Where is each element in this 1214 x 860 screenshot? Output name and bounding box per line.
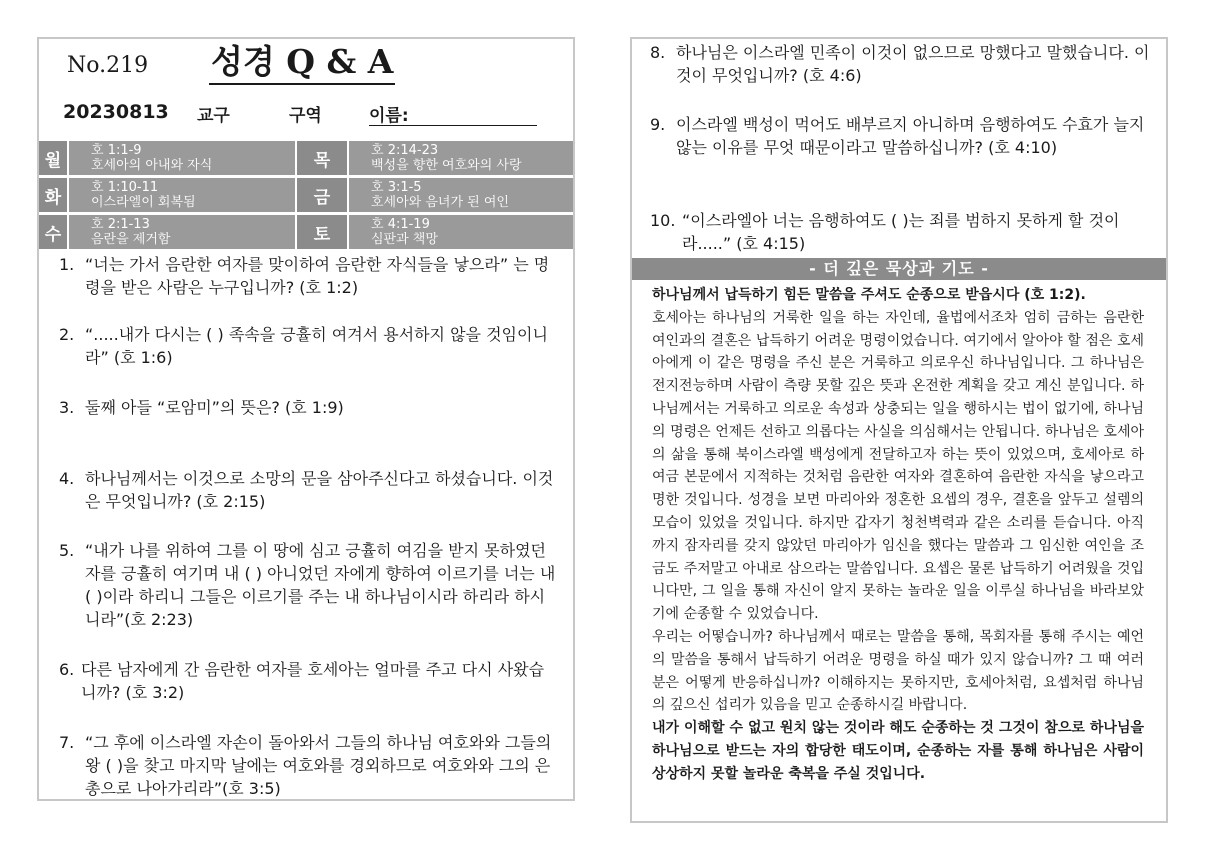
right-panel xyxy=(630,37,1168,823)
district-label: 구역 xyxy=(289,106,322,126)
question-number: 5. xyxy=(59,541,75,560)
question-number: 8. xyxy=(650,43,666,62)
question-8 xyxy=(650,41,1150,87)
schedule-cell xyxy=(69,215,295,249)
day-label: 토 xyxy=(297,215,347,249)
scripture-ref: 호 2:14-23 xyxy=(371,143,439,158)
question-text: “너는 가서 음란한 여자를 맞이하여 음란한 자식들을 낳으라” 는 명령을 받은 사람은 누구입니까? (호 1:2) xyxy=(85,255,550,297)
schedule-cell xyxy=(349,178,573,212)
question-10 xyxy=(650,209,1150,255)
question-text: 다른 남자에게 간 음란한 여자를 호세아는 얼마를 주고 다시 사왔습니까? (호 3:2) xyxy=(81,660,545,702)
meditation-heading: 하나님께서 납득하기 힘든 말씀을 주셔도 순종으로 받읍시다 (호 1:2). xyxy=(652,287,1086,303)
question-text: 하나님께서는 이것으로 소망의 문을 삼아주신다고 하셨습니다. 이것은 무엇입니까? (호 2:15) xyxy=(85,469,554,511)
question-number: 10. xyxy=(650,211,676,230)
reading-topic: 호세아의 아내와 자식 xyxy=(91,158,213,173)
issue-number: No.219 xyxy=(67,53,149,78)
name-blank-line xyxy=(369,125,537,126)
question-number: 6. xyxy=(59,660,75,679)
scripture-ref: 호 3:1-5 xyxy=(371,180,422,195)
reading-topic: 음란을 제거함 xyxy=(91,232,171,247)
page-title: 성경 Q & A xyxy=(209,41,395,85)
reading-topic: 호세아와 음녀가 된 여인 xyxy=(371,195,509,210)
question-number: 4. xyxy=(59,469,75,488)
question-text: “이스라엘아 너는 음행하여도 ( )는 죄를 범하지 못하게 할 것이라.....” (호 4:15) xyxy=(682,211,1120,253)
question-6 xyxy=(59,658,559,704)
question-1 xyxy=(59,253,559,299)
question-number: 3. xyxy=(59,398,75,417)
schedule-cell xyxy=(349,215,573,249)
schedule-cell xyxy=(69,178,295,212)
reading-topic: 백성을 향한 여호와의 사랑 xyxy=(371,158,522,173)
schedule-row xyxy=(39,141,573,175)
question-text: “.....내가 다시는 ( ) 족속을 긍휼히 여겨서 용서하지 않을 것임이니라” (호 1:6) xyxy=(85,325,548,367)
day-label: 화 xyxy=(39,178,67,212)
schedule-cell xyxy=(69,141,295,175)
scripture-ref: 호 1:1-9 xyxy=(91,143,142,158)
question-number: 1. xyxy=(59,255,75,274)
question-4 xyxy=(59,467,559,513)
scripture-ref: 호 1:10-11 xyxy=(91,180,159,195)
question-9 xyxy=(650,113,1150,159)
parish-label: 교구 xyxy=(197,106,230,126)
question-2 xyxy=(59,323,559,369)
left-panel xyxy=(37,37,575,801)
question-text: 이스라엘 백성이 먹어도 배부르지 아니하며 음행하여도 수효가 늘지 않는 이유를 무엇 때문이라고 말씀하십니까? (호 4:10) xyxy=(676,115,1145,157)
question-3 xyxy=(59,396,559,419)
day-label: 목 xyxy=(297,141,347,175)
question-5 xyxy=(59,539,559,631)
meditation-paragraph: 우리는 어떻습니까? 하나님께서 때로는 말씀을 통해, 목회자를 통해 주시는 예언의 말씀을 통해서 납득하기 어려운 명령을 하실 때가 있지 않습니까? 그 때 여러분은 어떻게 반응하십니까? 이해하지는 못하지만, 호세아처럼, 요셉처럼 하나님의 깊으신 섭리가 있음을 믿고 순종하시길 바랍니다. xyxy=(652,628,1144,714)
scripture-ref: 호 2:1-13 xyxy=(91,217,150,232)
question-number: 2. xyxy=(59,325,75,344)
meditation-body xyxy=(652,284,1144,786)
schedule-row xyxy=(39,215,573,249)
schedule-row xyxy=(39,178,573,212)
day-label: 금 xyxy=(297,178,347,212)
question-7 xyxy=(59,731,559,800)
name-label: 이름: xyxy=(369,106,409,126)
question-number: 7. xyxy=(59,733,75,752)
meditation-band-title: - 더 깊은 묵상과 기도 - xyxy=(632,258,1166,280)
meditation-paragraph: 호세아는 하나님의 거룩한 일을 하는 자인데, 율법에서조차 엄히 금하는 음란한 여인과의 결혼은 납득하기 어려운 명령이었습니다. 여기에서 알아야 할 점은 호세아에게 이 같은 명령을 주신 분은 거룩하고 의로우신 하나님입니다. 그 하나님은 전지전능하며 사람이 측량 못할 깊은 뜻과 온전한 계획을 갖고 계신 분입니다. 하나님께서는 거룩하고 의로운 속성과 상충되는 일을 행하시는 법이 없기에, 하나님의 명령은 언제든 선하고 의롭다는 사실을 의심해서는 안됩니다. 하나님은 호세아의 삶을 통해 북이스라엘 백성에게 전달하고자 하는 뜻이 있었으며, 호세아로 하여금 본문에서 지적하는 것처럼 음란한 여자와 결혼하여 음란한 자식을 낳으라고 명한 것입니다. 성경을 보면 마리아와 정혼한 요셉의 경우, 결혼을 앞두고 설렘의 모습이 있었을 것입니다. 하지만 갑자기 청천벽력과 같은 소리를 듣습니다. 아직까지 잠자리를 갖지 않았던 마리아가 임신을 했다는 말씀과 그 임신한 여인을 조금도 주저말고 아내로 삼으라는 말씀입니다. 요셉은 물론 납득하기 어려웠을 것입니다만, 그 일을 통해 자신이 알지 못하는 놀라운 일을 이루실 하나님을 바라보았기에 순종할 수 있었습니다. xyxy=(652,309,1144,623)
question-text: 둘째 아들 “로암미”의 뜻은? (호 1:9) xyxy=(85,398,344,417)
day-label: 수 xyxy=(39,215,67,249)
question-text: “내가 나를 위하여 그를 이 땅에 심고 긍휼히 여김을 받지 못하였던 자를 긍휼히 여기며 내 ( ) 아니었던 자에게 향하여 이르기를 너는 내 ( )이라 하리니 그들은 이르기를 주는 내 하나님이시라 하리라 하시니라”(호 2:23) xyxy=(85,541,556,629)
question-text: 하나님은 이스라엘 민족이 이것이 없으므로 망했다고 말했습니다. 이것이 무엇입니까? (호 4:6) xyxy=(676,43,1150,85)
meditation-closing: 내가 이해할 수 없고 원치 않는 것이라 해도 순종하는 것 그것이 참으로 하나님을 하나님으로 받드는 자의 합당한 태도이며, 순종하는 자를 통해 하나님은 사람이 상상하지 못할 놀라운 축복을 주실 것입니다. xyxy=(652,720,1144,782)
question-number: 9. xyxy=(650,115,666,134)
date: 20230813 xyxy=(63,101,169,123)
reading-topic: 심판과 책망 xyxy=(371,232,438,247)
question-text: “그 후에 이스라엘 자손이 돌아와서 그들의 하나님 여호와와 그들의 왕 ( )을 찾고 마지막 날에는 여호와를 경외하므로 여호와와 그의 은총으로 나아가리라”(호 3:5) xyxy=(85,733,552,798)
scripture-ref: 호 4:1-19 xyxy=(371,217,430,232)
day-label: 월 xyxy=(39,141,67,175)
schedule-cell xyxy=(349,141,573,175)
reading-topic: 이스라엘이 회복됨 xyxy=(91,195,196,210)
